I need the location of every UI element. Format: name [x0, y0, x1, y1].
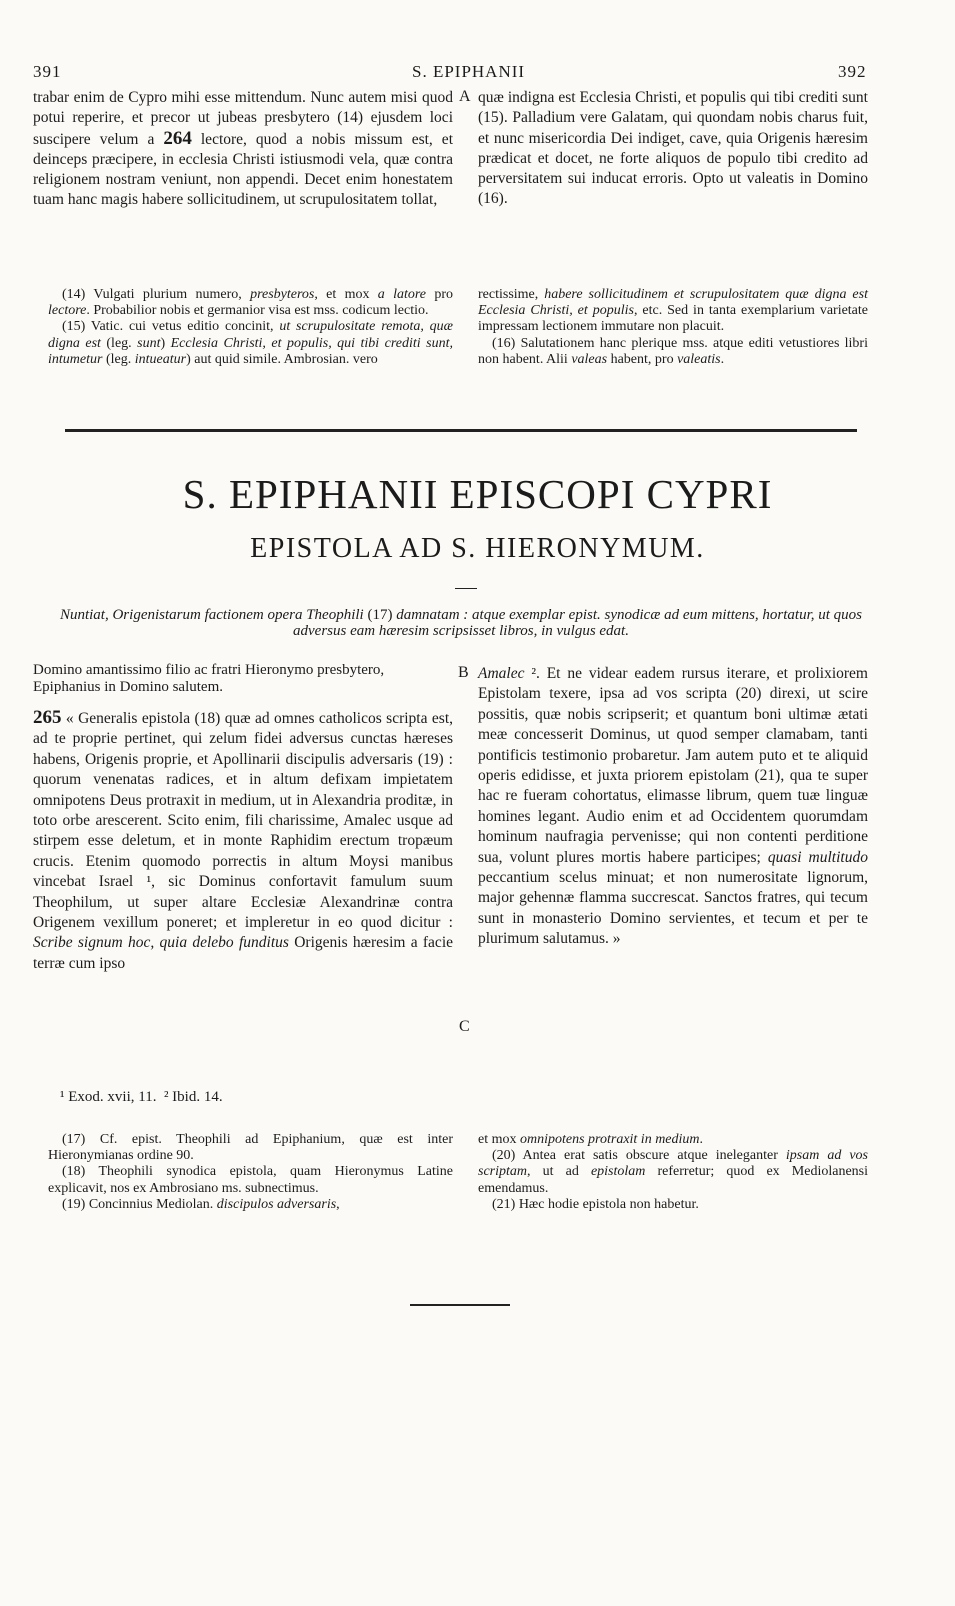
footnote-15-continued: rectissime, habere sollicitudinem et scrupulositatem quæ digna est Ecclesia Christi, et populis, etc. Sed in tanta exemplarium varietate impressam lectionem immutare non placuit.	[478, 287, 868, 335]
text-segment: peccantium scelus minuat; et non numerositate lignorum, major gehennæ flamma succrescat. Sanctos fratres, qui tecum sunt in monasterio Domino servientes, et tecum et per te plurimum salutamus. »	[478, 869, 868, 948]
section-title: S. EPIPHANII EPISCOPI CYPRI	[182, 471, 773, 517]
bottom-notes-right	[478, 1132, 868, 1213]
top-notes-right	[478, 287, 868, 368]
page-number-left: 391	[33, 62, 62, 81]
text-segment: Amalec	[478, 665, 525, 682]
paragraph: quæ indigna est Ecclesia Christi, et populis qui tibi crediti sunt (15). Palladium vere Galatam, qui quondam nobis charus fuit, et nunc misericordia Dei indiget, cave, quia Origenis hæresim prædicat et docet, ne forte aliquos de populo tibi credito ad perversitatem sui inducat erroris. Opto ut valeatis in Domino (16).	[478, 89, 868, 208]
text-segment: « Generalis epistola (18) quæ ad omnes catholicos scripta est, ad te proprie pertinet, qui zelum fidei adversus cunctas hæreses habens, Origenis proprie, et Apollinarii discipulis adversaris (19) : quorum venenatas radices, et in altum defixam impietatem omnipotens Deus protraxit in medium, ut in Alexandria proditæ, in toto orbe arescerent. Scito enim, fili charissime, Amalec usque ad stirpem esse deletum, et in monte Raphidim erectum tropæum crucis. Etenim quomodo porrectis in altum Moysi manibus vincebat Israel ¹, sic Dominus confortavit famulum suum Theophilum, ut super altare Ecclesiæ Alexandrinæ contra Origenem vexillum poneret; et impleretur in eo quod dicitur :	[33, 710, 453, 932]
footnote-15: (15) Vatic. cui vetus editio concinit, ut scrupulositate remota, quæ digna est (leg. sunt) Ecclesia Christi, et populis, qui tibi crediti sunt, intumetur (leg. intueatur) aut quid simile. Ambrosian. vero	[48, 319, 454, 367]
top-right-column	[478, 88, 868, 210]
end-rule	[410, 1304, 510, 1306]
column-marker: 265	[33, 707, 62, 728]
top-left-column	[33, 88, 453, 211]
footnote-18: (18) Theophili synodica epistola, quam Hieronymus Latine explicavit, nos ex Ambrosiano ms. subnectimus.	[48, 1164, 453, 1196]
footnote-19: (19) Concinnius Mediolan. discipulos adversaris,	[62, 1196, 340, 1212]
margin-letter-a: A	[459, 88, 471, 105]
page-number-right: 392	[838, 62, 867, 81]
margin-letter-c: C	[459, 1018, 470, 1035]
text-segment: ². Et ne videar eadem rursus iterare, et prolixiorem Epistolam texere, ipsa ad vos scripta (20) direxi, ut scire possitis, quæ nobis scripserit; et quantum boni ultimæ ætati meæ concesserit Dominus, ut quod semper clamabam, tanti pontificis testimonio probaretur. Jam autem puto et te aliquid operis edidisse, et juxta priorem epistolam (21), qua te super hac re fueram cohortatus, elimasse librum, quem tuæ linguæ homines legant. Audio enim et ad Occidentem quorumdam hominum naufragia pervenisse; qui non contenti perditione sua, volunt plures mortis habere participes;	[478, 665, 868, 866]
running-title: S. EPIPHANII	[412, 62, 526, 81]
letter-right-column	[478, 664, 868, 950]
short-rule	[455, 588, 477, 589]
footnote-20: (20) Antea erat satis obscure atque ineleganter ipsam ad vos scriptam, ut ad epistolam referretur; quod ex Mediolanensi emendamus.	[478, 1148, 869, 1196]
margin-letter-b: B	[458, 664, 469, 681]
top-notes-left	[48, 287, 453, 368]
column-marker: 264	[163, 127, 192, 149]
section-subtitle: EPISTOLA AD S. HIERONYMUM.	[250, 533, 705, 564]
bottom-notes-left	[48, 1132, 453, 1213]
footnote-19-continued: et mox omnipotens protraxit in medium.	[478, 1132, 704, 1147]
footnote-17: (17) Cf. epist. Theophili ad Epiphanium, quæ est inter Hieronymianas ordine 90.	[48, 1132, 453, 1164]
section-divider	[65, 429, 857, 432]
letter-left-column	[33, 708, 453, 974]
text-segment: trabar enim de Cypro mihi esse mittendum. Nunc autem misi quod potui reperire, et precor ut jubeas presbytero (14) ejusdem loci suscipere velum a	[33, 89, 453, 148]
text-segment: Origenis hæresim a facie terræ cum ipso	[33, 934, 454, 972]
footnote-16: (16) Salutationem hanc plerique mss. atque editi vetustiores libri non habent. Alii valeas habent, pro valeatis.	[478, 335, 868, 367]
letter-summary: Nuntiat, Origenistarum factionem opera Theophili (17) damnatam : atque exemplar epist. synodicæ ad eum mittens, hortatur, ut quos adversus eam hæresim scripsisset libros, in vulgus edat.	[59, 607, 863, 639]
footnote-14: (14) Vulgati plurium numero, presbyteros, et mox a latore pro lectore. Probabilior nobis et germanior visa est mss. codicum lectio.	[48, 287, 453, 319]
text-segment: lectore, quod a nobis missum est, et deinceps præcipere, in ecclesia Christi istiusmodi vela, quæ contra religionem nostram veniunt, non appendi. Decet enim honestatem tuam hanc magis habere sollicitudinem, ut scrupulositatem tollat,	[33, 130, 453, 209]
biblical-references: ¹ Exod. xvii, 11. ² Ibid. 14.	[60, 1089, 223, 1105]
salutation: Domino amantissimo filio ac fratri Hieronymo presbytero, Epiphanius in Domino salutem.	[33, 662, 385, 695]
text-segment: Scribe signum hoc, quia delebo funditus	[33, 934, 289, 952]
footnote-21: (21) Hæc hodie epistola non habetur.	[492, 1196, 699, 1212]
text-segment: quasi multitudo	[767, 848, 868, 866]
